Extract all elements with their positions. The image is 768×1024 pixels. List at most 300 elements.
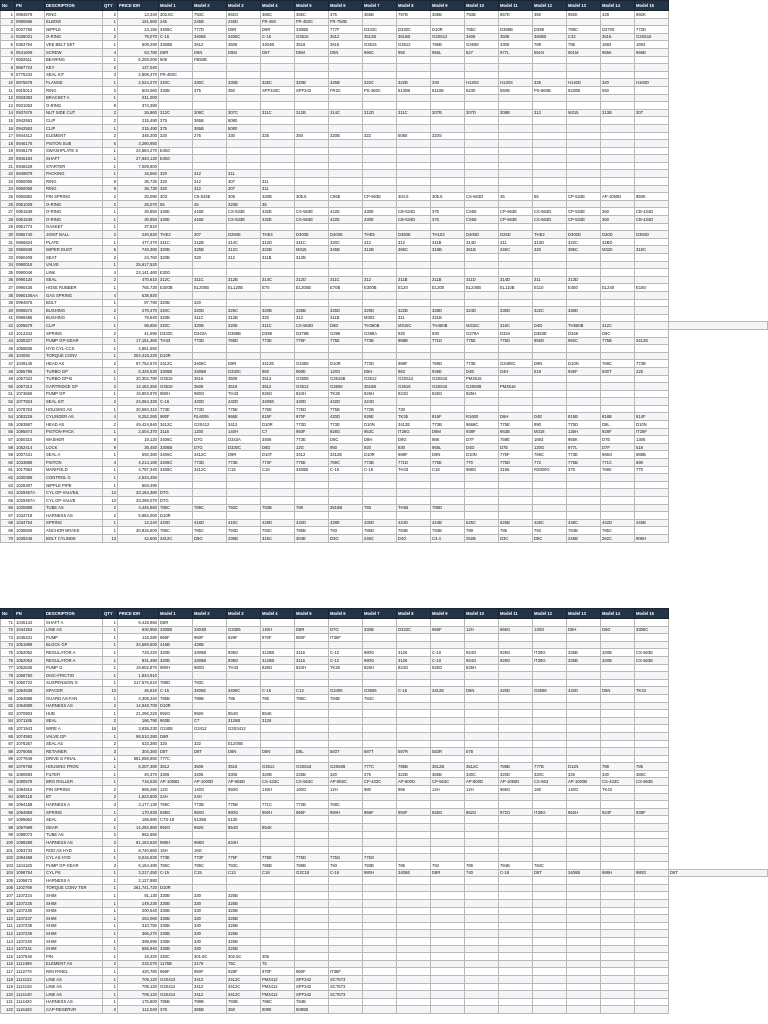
cell-col-model-11: [499, 489, 533, 497]
cell-col-model-12: [533, 18, 567, 26]
table-row: [1, 451, 768, 459]
cell-col-description: HARNESS AS: [45, 702, 103, 710]
cell-col-model-6: G3406: [329, 687, 363, 695]
cell-col-model-15: CS-563E: [635, 778, 669, 786]
cell-col-model-12: [533, 383, 567, 391]
cell-col-model-8: [397, 94, 431, 102]
cell-col-no: 62: [1, 474, 15, 482]
cell-col-model-14: D7E: [601, 436, 635, 444]
cell-col-description: SEAT: [45, 254, 103, 262]
cell-col-model-15: 518: [635, 443, 669, 451]
cell-col-pn: 1052063: [15, 656, 45, 664]
cell-col-model-11: 966G: [499, 786, 533, 794]
cell-col-pn: 1114140: [15, 991, 45, 999]
cell-col-model-1: D6R: [159, 619, 193, 627]
cell-col-model-1: 330B: [159, 937, 193, 945]
cell-col-pn: 1012342: [15, 329, 45, 337]
cell-col-model-2: 773F: [193, 854, 227, 862]
cell-col-model-7: [363, 755, 397, 763]
cell-col-model-5: 950F: [295, 634, 329, 642]
cell-col-model-7: 980G: [363, 656, 397, 664]
cell-col-description: ANCHOR BRAKE: [45, 527, 103, 535]
cell-col-model-10: [465, 937, 499, 945]
cell-col-model-6: 320B: [329, 132, 363, 140]
cell-col-model-14: [601, 269, 635, 277]
cell-col-model-9: 928G: [431, 808, 465, 816]
cell-col-model-7: 980G: [363, 649, 397, 657]
cell-col-price-idr: 91,153,620: [118, 839, 159, 847]
cell-col-model-4: [261, 619, 295, 627]
header-col-model-12: Model 12: [533, 1, 567, 11]
cell-col-no: 93: [1, 786, 15, 794]
cell-col-model-1: 320B: [159, 299, 193, 307]
cell-col-model-6: 773E: [329, 421, 363, 429]
cell-col-model-14: 924F: [601, 808, 635, 816]
cell-col-model-12: [533, 725, 567, 733]
cell-col-model-3: D250E: [227, 231, 261, 239]
table-row: [1, 383, 768, 391]
cell-col-model-8: [397, 512, 431, 520]
cell-col-model-14: [601, 299, 635, 307]
cell-col-no: 17: [1, 132, 15, 140]
cell-col-description: REGULATOR A: [45, 649, 103, 657]
cell-col-no: 117: [1, 968, 15, 976]
cell-col-price-idr: 420,780: [118, 968, 159, 976]
cell-col-model-7: CP-563E: [363, 193, 397, 201]
cell-col-model-15: [635, 345, 669, 353]
cell-col-price-idr: 30,915,600: [118, 527, 159, 535]
cell-col-model-6: [329, 291, 363, 299]
cell-col-model-5: [295, 291, 329, 299]
cell-col-model-4: 3512: [261, 375, 295, 383]
cell-col-model-1: D8T: [159, 748, 193, 756]
cell-col-model-10: 12H: [465, 626, 499, 634]
cell-col-model-11: 775D: [499, 459, 533, 467]
cell-col-model-4: 3412E: [261, 360, 295, 368]
cell-col-model-5: [295, 497, 329, 505]
table-row: [1, 831, 768, 839]
cell-col-model-15: [635, 748, 669, 756]
cell-col-model-15: [635, 489, 669, 497]
cell-col-model-12: [533, 619, 567, 627]
cell-col-model-2: [193, 147, 227, 155]
cell-col-model-9: 328D: [431, 307, 465, 315]
cell-col-model-14: [601, 405, 635, 413]
cell-col-no: 104: [1, 869, 15, 877]
cell-col-model-15: [635, 140, 669, 148]
cell-col-model-6: SCT673: [329, 983, 363, 991]
cell-col-qty: 1: [103, 998, 118, 1006]
cell-col-model-11: [499, 831, 533, 839]
table-row: [1, 466, 768, 474]
cell-col-no: 49: [1, 375, 15, 383]
cell-col-model-6: E70B: [329, 284, 363, 292]
cell-col-model-5: [295, 892, 329, 900]
cell-col-model-8: M315C: [397, 322, 431, 330]
cell-col-model-12: [533, 831, 567, 839]
cell-col-model-1: D6R: [159, 48, 193, 56]
cell-col-pn: 1030389: [15, 474, 45, 482]
cell-col-price-idr: 4,797,340: [118, 466, 159, 474]
cell-col-model-4: 3512: [261, 383, 295, 391]
cell-col-model-8: [397, 694, 431, 702]
cell-col-description: HARNESS AS: [45, 512, 103, 520]
cell-col-model-7: D10N: [363, 421, 397, 429]
cell-col-model-1: [159, 345, 193, 353]
cell-col-no: 69: [1, 527, 15, 535]
cell-col-description: SUSPENSION G: [45, 679, 103, 687]
cell-col-model-12: CS-563D: [533, 208, 567, 216]
cell-col-model-4: C18: [261, 466, 295, 474]
cell-col-model-13: [567, 124, 601, 132]
cell-col-description: SWASHPLATE S: [45, 147, 103, 155]
cell-col-no: 52: [1, 398, 15, 406]
cell-col-description: O-RING: [45, 102, 103, 110]
cell-col-model-7: [363, 975, 397, 983]
cell-col-model-3: 350: [227, 86, 261, 94]
cell-col-model-7: [363, 619, 397, 627]
cell-col-model-11: [499, 899, 533, 907]
cell-col-model-1: D7G: [159, 489, 193, 497]
cell-col-model-14: [601, 261, 635, 269]
cell-col-model-4: 320B: [261, 193, 295, 201]
cell-col-model-8: 785B: [397, 763, 431, 771]
cell-col-model-14: 350: [601, 216, 635, 224]
cell-col-model-13: [567, 140, 601, 148]
cell-col-model-1: 938G: [159, 808, 193, 816]
header-col-price-idr: PRICE IDR: [118, 1, 159, 11]
cell-col-description: TORQUE CONV: [45, 352, 103, 360]
cell-col-model-14: [601, 998, 635, 1006]
cell-col-model-13: [567, 953, 601, 961]
cell-col-model-3: 3508: [227, 375, 261, 383]
cell-col-model-6: 583T: [329, 748, 363, 756]
cell-col-model-11: [499, 983, 533, 991]
cell-col-model-14: [601, 140, 635, 148]
cell-col-description: VEE BELT SET: [45, 41, 103, 49]
cell-col-no: 50: [1, 383, 15, 391]
table-row: [1, 892, 768, 900]
cell-col-model-4: [261, 679, 295, 687]
cell-col-model-4: 312D: [261, 238, 295, 246]
cell-col-model-11: [499, 94, 533, 102]
cell-col-model-9: [431, 968, 465, 976]
cell-col-model-6: [329, 497, 363, 505]
cell-col-model-12: THE2: [533, 231, 567, 239]
cell-col-model-4: 385C: [261, 11, 295, 19]
cell-col-model-15: [635, 64, 669, 72]
cell-col-model-13: 438C: [567, 519, 601, 527]
cell-col-model-2: 992K: [193, 710, 227, 718]
cell-col-model-5: [295, 907, 329, 915]
cell-col-model-7: 312: [363, 276, 397, 284]
cell-col-qty: 1: [103, 755, 118, 763]
cell-col-model-13: 977L: [567, 443, 601, 451]
cell-col-model-7: D10R: [363, 451, 397, 459]
cell-col-description: SHIM: [45, 922, 103, 930]
cell-col-model-14: D30D: [601, 231, 635, 239]
cell-col-no: 36: [1, 276, 15, 284]
cell-col-price-idr: 98,510,280: [118, 732, 159, 740]
cell-col-model-1: 3116: [159, 428, 193, 436]
cell-col-price-idr: 3,290,950: [118, 140, 159, 148]
cell-col-model-12: [533, 170, 567, 178]
cell-col-model-7: D5H: [363, 367, 397, 375]
cell-col-model-8: [397, 223, 431, 231]
cell-col-model-15: [635, 527, 669, 535]
cell-col-model-11: 769E: [499, 436, 533, 444]
cell-col-model-8: [397, 619, 431, 627]
cell-col-model-3: D330C: [227, 367, 261, 375]
cell-col-model-9: [431, 930, 465, 938]
cell-col-no: 97: [1, 816, 15, 824]
table-row: [1, 231, 768, 239]
table-row: [1, 839, 768, 847]
cell-col-model-9: [431, 185, 465, 193]
cell-col-model-8: [397, 178, 431, 186]
cell-col-model-9: 375: [431, 216, 465, 224]
cell-col-model-9: 955L: [431, 443, 465, 451]
cell-col-no: 5: [1, 41, 15, 49]
cell-col-model-2: 320: [193, 254, 227, 262]
cell-col-description: CYL GP-VALVE&: [45, 489, 103, 497]
cell-col-model-14: 32BD: [601, 238, 635, 246]
cell-col-no: 107: [1, 892, 15, 900]
cell-col-model-6: [329, 254, 363, 262]
cell-col-model-2: 330: [193, 907, 227, 915]
cell-col-model-14: 550: [601, 86, 635, 94]
cell-col-no: 91: [1, 770, 15, 778]
cell-col-model-3: 312: [227, 254, 261, 262]
cell-col-description: TURBO GP-B: [45, 375, 103, 383]
cell-col-model-11: 311: [499, 238, 533, 246]
cell-col-description: SHIM: [45, 892, 103, 900]
cell-col-price-idr: 4,861,550: [118, 345, 159, 353]
cell-col-model-1: 988H: [159, 839, 193, 847]
cell-col-model-13: [567, 223, 601, 231]
cell-col-model-10: [465, 398, 499, 406]
cell-col-model-5: 312B: [295, 254, 329, 262]
cell-col-model-15: [635, 937, 669, 945]
cell-col-model-5: D379B: [295, 329, 329, 337]
cell-col-model-1: 16H: [159, 846, 193, 854]
cell-col-model-12: [533, 254, 567, 262]
cell-col-model-10: [465, 968, 499, 976]
cell-col-no: 40: [1, 307, 15, 315]
cell-col-model-4: [261, 223, 295, 231]
cell-col-model-6: 325D: [329, 307, 363, 315]
cell-col-model-5: [295, 352, 329, 360]
cell-col-model-6: [329, 824, 363, 832]
cell-col-model-8: 785: [397, 862, 431, 870]
cell-col-description: LINE AS: [45, 983, 103, 991]
cell-col-model-6: IT38F: [329, 634, 363, 642]
cell-col-model-5: 789: [295, 504, 329, 512]
cell-col-model-2: 140G: [193, 786, 227, 794]
cell-col-qty: 2: [103, 329, 118, 337]
cell-col-model-2: 5130B: [193, 816, 227, 824]
cell-col-pn: 1114122: [15, 975, 45, 983]
cell-col-model-6: [329, 178, 363, 186]
cell-col-model-9: [431, 140, 465, 148]
cell-col-qty: 1: [103, 352, 118, 360]
cell-col-model-12: D353E: [533, 329, 567, 337]
cell-col-price-idr: 33,269,070: [118, 497, 159, 505]
table-row: [1, 329, 768, 337]
cell-col-pn: 1107240: [15, 937, 45, 945]
cell-col-model-10: [465, 178, 499, 186]
cell-col-model-8: [397, 991, 431, 999]
cell-col-model-6: 950: [329, 443, 363, 451]
cell-col-model-15: [635, 329, 669, 337]
cell-col-model-7: D333C: [363, 26, 397, 34]
cell-col-model-9: 311B: [431, 276, 465, 284]
cell-col-price-idr: 348,300: [118, 132, 159, 140]
cell-col-model-4: 5080: [261, 1006, 295, 1014]
cell-col-model-10: [465, 345, 499, 353]
cell-col-model-7: 773B: [363, 337, 397, 345]
cell-col-model-8: [397, 968, 431, 976]
cell-col-no: 121: [1, 998, 15, 1006]
cell-col-no: 111: [1, 922, 15, 930]
table-row: [1, 884, 768, 892]
cell-col-model-5: 312B: [295, 109, 329, 117]
cell-col-model-1: 320: [159, 170, 193, 178]
cell-col-model-15: [635, 915, 669, 923]
cell-col-qty: 2: [103, 717, 118, 725]
cell-col-model-12: CS-563: [533, 778, 567, 786]
cell-col-model-7: 785D: [363, 527, 397, 535]
cell-col-model-12: 120G: [533, 443, 567, 451]
cell-col-model-3: [227, 846, 261, 854]
cell-col-model-6: IT38F: [329, 968, 363, 976]
cell-col-no: 24: [1, 185, 15, 193]
cell-col-model-6: 311B: [329, 314, 363, 322]
cell-col-model-3: 302.5C: [227, 953, 261, 961]
cell-col-model-14: 320B: [601, 649, 635, 657]
cell-col-model-2: 275: [193, 132, 227, 140]
header-col-model-15: Model 15: [635, 1, 669, 11]
cell-col-model-13: [567, 930, 601, 938]
cell-col-qty: 1: [103, 405, 118, 413]
cell-col-model-1: 3306B: [159, 443, 193, 451]
cell-col-model-9: 825G: [431, 664, 465, 672]
cell-col-qty: 1: [103, 877, 118, 885]
cell-col-description: PLATE: [45, 238, 103, 246]
cell-col-qty: 2: [103, 109, 118, 117]
cell-col-description: FILTER: [45, 770, 103, 778]
cell-col-model-10: [465, 732, 499, 740]
cell-col-description: LINE AS: [45, 991, 103, 999]
cell-col-model-1: 330B: [159, 907, 193, 915]
header-col-model-13: Model 13: [567, 1, 601, 11]
cell-col-model-15: 814F: [635, 413, 669, 421]
cell-col-model-8: 930: [397, 443, 431, 451]
cell-col-model-15: [635, 839, 669, 847]
table-row: [1, 337, 768, 345]
cell-col-model-7: [363, 717, 397, 725]
cell-col-pn: 0951539: [15, 216, 45, 224]
cell-col-no: 28: [1, 216, 15, 224]
cell-col-model-12: D4D: [533, 322, 567, 330]
cell-col-model-3: 793B: [227, 998, 261, 1006]
cell-col-qty: 1: [103, 968, 118, 976]
cell-col-model-6: [329, 755, 363, 763]
cell-col-description: CYL AS HYD: [45, 854, 103, 862]
cell-col-model-8: 950: [397, 48, 431, 56]
cell-col-price-idr: 310,750: [118, 922, 159, 930]
cell-col-model-6: 422E: [329, 208, 363, 216]
cell-col-model-13: [567, 915, 601, 923]
cell-col-pn: 104092: [15, 352, 45, 360]
cell-col-price-idr: 608,290: [118, 41, 159, 49]
cell-col-model-14: 928F: [601, 428, 635, 436]
cell-col-pn: 1052635: [15, 664, 45, 672]
cell-col-model-8: [397, 1006, 431, 1014]
cell-col-model-13: 432D: [567, 687, 601, 695]
cell-col-model-15: [635, 147, 669, 155]
cell-col-model-11: [499, 892, 533, 900]
cell-col-no: 70: [1, 534, 15, 542]
cell-col-model-7: [363, 945, 397, 953]
cell-col-model-13: [567, 405, 601, 413]
cell-col-model-2: 312: [193, 170, 227, 178]
cell-col-pn: 0946184: [15, 155, 45, 163]
cell-col-model-14: 769C: [601, 360, 635, 368]
cell-col-price-idr: 374,390: [118, 102, 159, 110]
cell-col-price-idr: 533,380: [118, 740, 159, 748]
cell-col-model-11: [499, 185, 533, 193]
cell-col-model-8: 322B: [397, 79, 431, 87]
cell-col-model-14: 785C: [601, 527, 635, 535]
cell-col-model-4: 35: [261, 200, 295, 208]
cell-col-model-6: [329, 816, 363, 824]
cell-col-model-10: EL240B: [465, 284, 499, 292]
cell-col-no: 95: [1, 801, 15, 809]
cell-col-model-3: [227, 497, 261, 505]
cell-col-price-idr: 42,600: [118, 534, 159, 542]
cell-col-model-3: 928F: [227, 634, 261, 642]
cell-col-model-12: CS-563D: [533, 216, 567, 224]
cell-col-qty: 3: [103, 862, 118, 870]
cell-col-model-6: [329, 998, 363, 1006]
cell-col-model-3: D9R: [227, 360, 261, 368]
cell-col-model-6: [329, 64, 363, 72]
cell-col-model-13: 325B: [567, 649, 601, 657]
cell-col-pn: 0990018: [15, 261, 45, 269]
cell-col-model-9: 966F: [431, 626, 465, 634]
cell-col-model-5: 785B: [295, 527, 329, 535]
cell-col-model-15: [635, 94, 669, 102]
cell-col-model-13: E450: [567, 284, 601, 292]
cell-col-model-8: [397, 124, 431, 132]
cell-col-qty: 2: [103, 383, 118, 391]
cell-col-description: LINE AS: [45, 626, 103, 634]
cell-col-model-9: [431, 619, 465, 627]
cell-col-model-15: [635, 162, 669, 170]
cell-col-model-13: [567, 56, 601, 64]
cell-col-no: 63: [1, 481, 15, 489]
cell-col-model-11: [499, 124, 533, 132]
cell-col-price-idr: 17,151,360: [118, 337, 159, 345]
cell-col-model-13: [567, 299, 601, 307]
cell-col-model-1: 320C: [159, 307, 193, 315]
cell-col-model-6: C-12: [329, 649, 363, 657]
cell-col-price-idr: 3,217,450: [118, 869, 159, 877]
cell-col-no: 47: [1, 360, 15, 368]
cell-col-description: HOSE RUBBER: [45, 284, 103, 292]
cell-col-model-8: C-16: [397, 687, 431, 695]
